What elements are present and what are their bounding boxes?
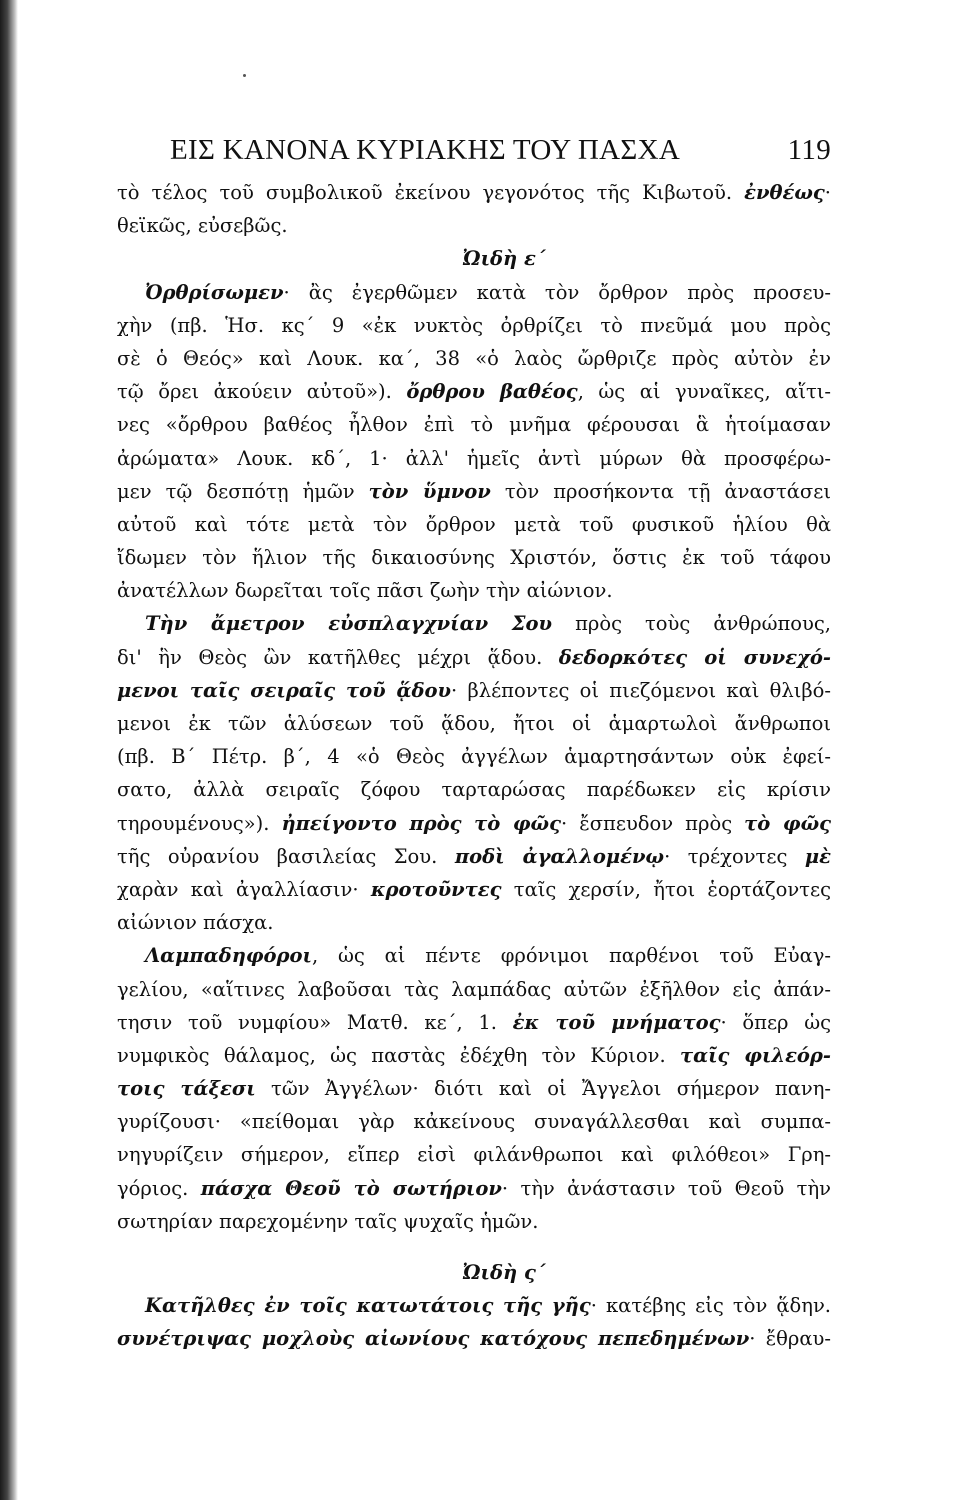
text-line bbox=[117, 641, 831, 674]
commentary-text: · τὴν ἀνάστασιν τοῦ Θεοῦ τὴν bbox=[501, 1176, 831, 1200]
text-line bbox=[117, 1205, 831, 1238]
commentary-text: τησιν τοῦ νυμφίου» Ματθ. κε´, 1. bbox=[117, 1010, 513, 1034]
lemma-phrase: τὸ φῶς bbox=[744, 811, 831, 835]
commentary-text: · ἔθραυ- bbox=[749, 1327, 831, 1351]
running-title: ΕΙΣ ΚΑΝΟΝΑ ΚΥΡΙΑΚΗΣ ΤΟΥ ΠΑΣΧΑ bbox=[170, 134, 681, 166]
text-line bbox=[117, 939, 831, 972]
text-line bbox=[117, 342, 831, 375]
text-line bbox=[117, 1039, 831, 1072]
commentary-text: · ὅπερ ὡς bbox=[720, 1010, 831, 1034]
text-line bbox=[117, 574, 831, 607]
scan-speck bbox=[243, 74, 246, 77]
lemma-phrase: ἐκ τοῦ μνήματος bbox=[512, 1010, 721, 1034]
commentary-text: · ἂς ἐγερθῶμεν κατὰ τὸν ὄρθρον πρὸς προσευ- bbox=[283, 280, 831, 304]
lemma-phrase: Κατῆλθες ἐν τοῖς κατωτάτοις τῆς γῆς bbox=[145, 1294, 591, 1318]
commentary-text: γόριος. bbox=[117, 1176, 201, 1200]
text-line bbox=[117, 1105, 831, 1138]
commentary-text: σατο, ἀλλὰ σειραῖς ζόφου ταρταρώσας παρέδωκεν εἰς κρίσιν bbox=[117, 778, 831, 802]
lemma-phrase: ὄρθρου βαθέος bbox=[406, 380, 578, 404]
scan-edge-shadow bbox=[0, 0, 18, 1500]
commentary-text: αἰώνιον πάσχα. bbox=[117, 911, 274, 935]
commentary-text: · ἔσπευδον πρὸς bbox=[561, 811, 745, 835]
commentary-text: πρὸς τοὺς ἀνθρώπους, bbox=[552, 612, 831, 636]
text-line bbox=[117, 1322, 831, 1355]
commentary-text: ἴδωμεν τὸν ἥλιον τῆς δικαιοσύνης Χριστόν, ὅστις ἐκ τοῦ τάφου bbox=[117, 546, 831, 570]
section-spacer bbox=[117, 1238, 831, 1256]
text-line bbox=[117, 873, 831, 906]
commentary-text: ἀνατέλλων δωρεῖται τοῖς πᾶσι ζωὴν τὴν αἰώνιον. bbox=[117, 579, 613, 603]
ode-heading: Ὠιδὴ ς´ bbox=[462, 1261, 546, 1284]
text-line bbox=[117, 1289, 831, 1322]
lemma-phrase: τὸν ὕμνον bbox=[368, 479, 491, 503]
lemma-phrase: συνέτριψας μοχλοὺς αἰωνίους κατόχους πεπεδημένων bbox=[117, 1327, 750, 1351]
text-line bbox=[117, 674, 831, 707]
text-line bbox=[117, 209, 831, 242]
text-line bbox=[117, 906, 831, 939]
commentary-text: νηγυρίζειν σήμερον, εἴπερ εἰσὶ φιλάνθρωποι καὶ φιλόθεοι» Γρη- bbox=[117, 1143, 831, 1167]
lemma-phrase: ἐνθέως bbox=[744, 181, 825, 204]
text-line bbox=[117, 309, 831, 342]
text-line bbox=[117, 408, 831, 441]
commentary-text: ταῖς χερσίν, ἤτοι ἑορτάζοντες bbox=[501, 877, 831, 901]
text-line bbox=[117, 1006, 831, 1039]
lemma-phrase: πάσχα Θεοῦ τὸ σωτήριον bbox=[200, 1176, 502, 1200]
text-line bbox=[117, 607, 831, 640]
text-line bbox=[117, 807, 831, 840]
text-line bbox=[117, 840, 831, 873]
page-number: 119 bbox=[787, 134, 831, 166]
text-line bbox=[117, 541, 831, 574]
text-line bbox=[117, 1072, 831, 1105]
lemma-phrase: Τὴν ἄμετρον εὐσπλαγχνίαν Σου bbox=[145, 612, 553, 636]
commentary-text: · bbox=[824, 181, 831, 204]
commentary-text: μενοι ἐκ τῶν ἁλύσεων τοῦ ᾅδου, ἤτοι οἱ ἁμαρτωλοὶ ἄνθρωποι bbox=[117, 712, 831, 735]
text-line bbox=[117, 973, 831, 1006]
commentary-text: αὐτοῦ καὶ τότε μετὰ τὸν ὄρθρον μετὰ τοῦ φυσικοῦ ἡλίου θὰ bbox=[117, 512, 831, 536]
lemma-phrase: μενοι ταῖς σειραῖς τοῦ ᾅδου bbox=[117, 678, 452, 702]
commentary-text: (πβ. Β´ Πέτρ. β´, 4 «ὁ Θεὸς ἀγγέλων ἁμαρτησάντων οὐκ ἐφεί- bbox=[117, 745, 831, 769]
lemma-phrase: τοις τάξεσι bbox=[117, 1077, 256, 1101]
commentary-text: τῆς οὐρανίου βασιλείας Σου. bbox=[117, 844, 455, 868]
page-body-text bbox=[117, 176, 831, 1356]
lemma-phrase: ταῖς φιλεόρ- bbox=[679, 1043, 831, 1067]
text-line bbox=[117, 375, 831, 408]
commentary-text: τῷ ὄρει ἀκούειν αὐτοῦ»). bbox=[117, 380, 407, 404]
commentary-text: · τρέχοντες bbox=[664, 844, 805, 868]
ode-heading: Ὠιδὴ ε´ bbox=[462, 247, 546, 271]
lemma-phrase: ἠπείγοντο πρὸς τὸ φῶς bbox=[281, 811, 561, 835]
commentary-text: σωτηρίαν παρεχομένην ταῖς ψυχαῖς ἡμῶν. bbox=[117, 1209, 539, 1233]
text-line bbox=[117, 740, 831, 773]
lemma-phrase: ποδὶ ἀγαλλομένῳ bbox=[454, 844, 665, 868]
commentary-text: νυμφικὸς θάλαμος, ὡς παστὰς ἐδέχθη τὸν Κύριον. bbox=[117, 1043, 680, 1067]
commentary-text: τὸ τέλος τοῦ συμβολικοῦ ἐκείνου γεγονότος τῆς Κιβωτοῦ. bbox=[117, 181, 745, 204]
commentary-text: γελίου, «αἵτινες λαβοῦσαι τὰς λαμπάδας αὐτῶν ἐξῆλθον εἰς ἀπάν- bbox=[117, 977, 831, 1001]
text-line bbox=[117, 475, 831, 508]
commentary-text: νες «ὄρθρου βαθέος ἦλθον ἐπὶ τὸ μνῆμα φέρουσαι ἃ ἡτοίμασαν bbox=[117, 413, 831, 437]
commentary-text: · βλέποντες οἱ πιεζόμενοι καὶ θλιβό- bbox=[451, 678, 831, 702]
commentary-text: τῶν Ἀγγέλων· διότι καὶ οἱ Ἄγγελοι σήμερον πανη- bbox=[255, 1077, 831, 1101]
text-line bbox=[117, 1172, 831, 1205]
page-header bbox=[117, 128, 831, 172]
commentary-text: θεϊκῶς, εὐσεβῶς. bbox=[117, 214, 288, 238]
commentary-text: χαρὰν καὶ ἀγαλλίασιν· bbox=[117, 877, 371, 901]
commentary-text: γυρίζουσι· «πείθομαι γὰρ κἀκείνους συναγάλλεσθαι καὶ συμπα- bbox=[117, 1110, 831, 1134]
commentary-text: τηρουμένους»). bbox=[117, 811, 282, 835]
text-line bbox=[117, 442, 831, 475]
lemma-phrase: Λαμπαδηφόροι bbox=[145, 944, 312, 968]
text-line bbox=[117, 276, 831, 309]
commentary-text: τὸν προσήκοντα τῇ ἀναστάσει bbox=[490, 479, 831, 503]
commentary-text: , ὡς αἱ πέντε φρόνιμοι παρθένοι τοῦ Εὐαγ- bbox=[311, 944, 831, 968]
lemma-phrase: κροτοῦντες bbox=[370, 877, 502, 901]
commentary-text: χὴν (πβ. Ἡσ. κς´ 9 «ἐκ νυκτὸς ὀρθρίζει τὸ πνεῦμά μου πρὸς bbox=[117, 313, 831, 337]
text-line bbox=[117, 176, 831, 209]
lemma-phrase: δεδορκότες οἱ συνεχό- bbox=[558, 645, 831, 669]
commentary-text: σὲ ὁ Θεός» καὶ Λουκ. κα´, 38 «ὁ λαὸς ὤρθριζε πρὸς αὐτὸν ἐν bbox=[117, 346, 831, 370]
text-line bbox=[117, 773, 831, 806]
commentary-text: ἀρώματα» Λουκ. κδ´, 1· ἀλλ' ἡμεῖς ἀντὶ μύρων θὰ προσφέρω- bbox=[117, 446, 831, 470]
text-line bbox=[117, 1138, 831, 1171]
commentary-text: μεν τῷ δεσπότῃ ἡμῶν bbox=[117, 479, 369, 503]
commentary-text: , ὡς αἱ γυναῖκες, αἵτι- bbox=[577, 380, 831, 404]
text-line bbox=[117, 508, 831, 541]
lemma-phrase: Ὀρθρίσωμεν bbox=[145, 280, 284, 304]
commentary-text: δι' ἣν Θεὸς ὢν κατῆλθες μέχρι ᾅδου. bbox=[117, 645, 559, 669]
lemma-phrase: μὲ bbox=[804, 844, 831, 868]
commentary-text: · κατέβης εἰς τὸν ᾅδην. bbox=[590, 1294, 831, 1318]
text-line bbox=[117, 707, 831, 740]
